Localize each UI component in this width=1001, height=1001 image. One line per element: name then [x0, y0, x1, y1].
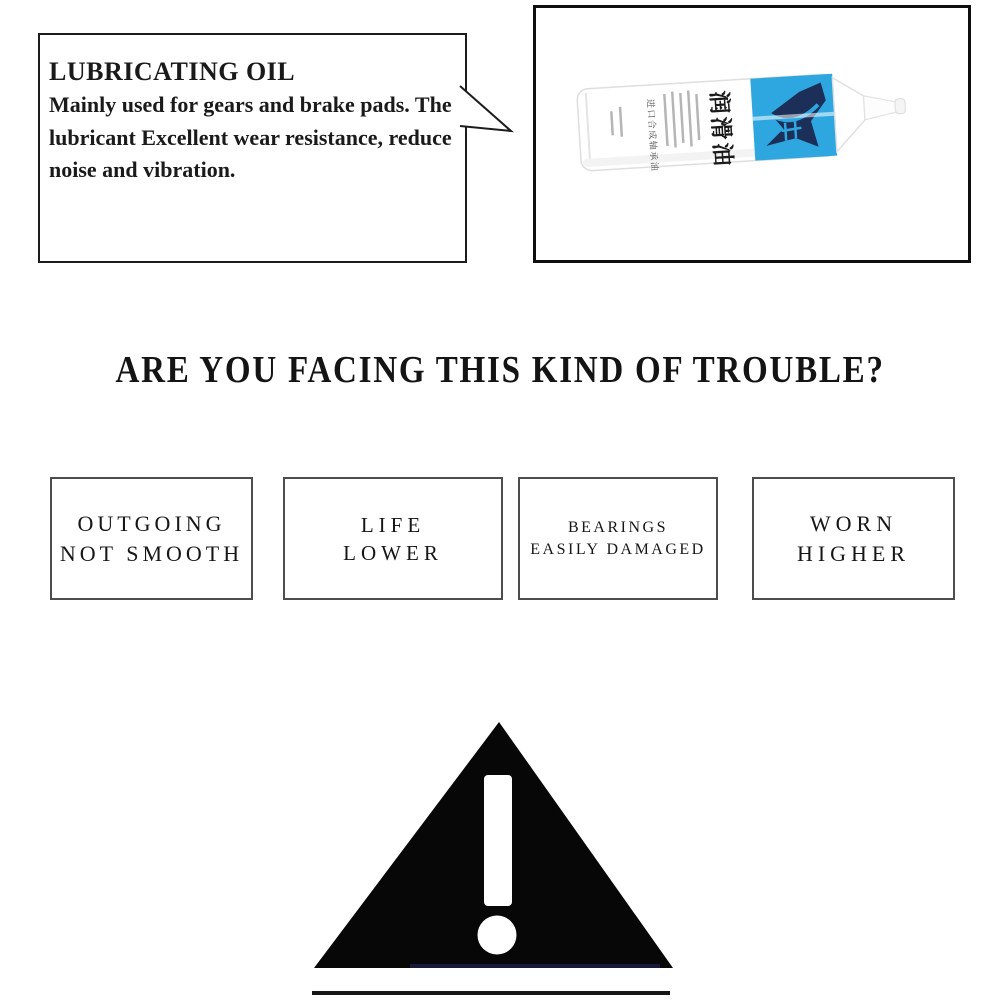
trouble-box-life-lower — [283, 477, 503, 600]
callout-body — [49, 89, 461, 187]
trouble-box-worn-higher — [752, 477, 955, 600]
tube-side-caption: 进口合成轴承油 — [645, 98, 660, 173]
callout-line: Mainly used for gears and brake pads. The — [49, 92, 452, 117]
svg-text:滑: 滑 — [707, 115, 735, 141]
tube-nozzle — [864, 94, 897, 120]
trouble-box-line: OUTGOING — [77, 510, 226, 536]
exclamation-dot — [478, 916, 517, 955]
trouble-box-line: WORN — [809, 510, 898, 536]
callout-tail-pointer — [457, 80, 517, 138]
callout-line: lubricant Excellent wear resistance, reduce — [49, 124, 452, 150]
tube-tip-cap — [895, 98, 906, 114]
callout-box — [38, 33, 467, 263]
exclamation-bar — [484, 775, 512, 906]
section-headline: ARE YOU FACING THIS KIND OF TROUBLE? — [115, 349, 886, 391]
divider-line — [312, 991, 670, 995]
trouble-box-line: HIGHER — [796, 540, 911, 566]
trouble-box-line: LOWER — [343, 540, 443, 565]
warning-triangle-icon — [300, 716, 685, 978]
callout-title: LUBRICATING OIL — [49, 57, 296, 86]
product-photo-frame — [533, 5, 971, 263]
lubricant-tube-image — [570, 52, 927, 193]
trouble-box-line: EASILY DAMAGED — [530, 540, 706, 558]
trouble-box-line: LIFE — [360, 512, 426, 537]
trouble-box-bearings-easily-damaged — [518, 477, 718, 600]
callout-line: noise and vibration. — [49, 157, 236, 182]
tube-label-title — [706, 89, 737, 166]
svg-text:润: 润 — [705, 89, 734, 115]
svg-text:油: 油 — [709, 141, 737, 167]
trouble-box-outgoing-not-smooth — [50, 477, 253, 600]
tube-shoulder — [832, 76, 866, 152]
trouble-box-line: BEARINGS — [567, 518, 668, 536]
trouble-box-line: NOT SMOOTH — [59, 540, 244, 566]
tube-blue-label — [750, 74, 837, 161]
